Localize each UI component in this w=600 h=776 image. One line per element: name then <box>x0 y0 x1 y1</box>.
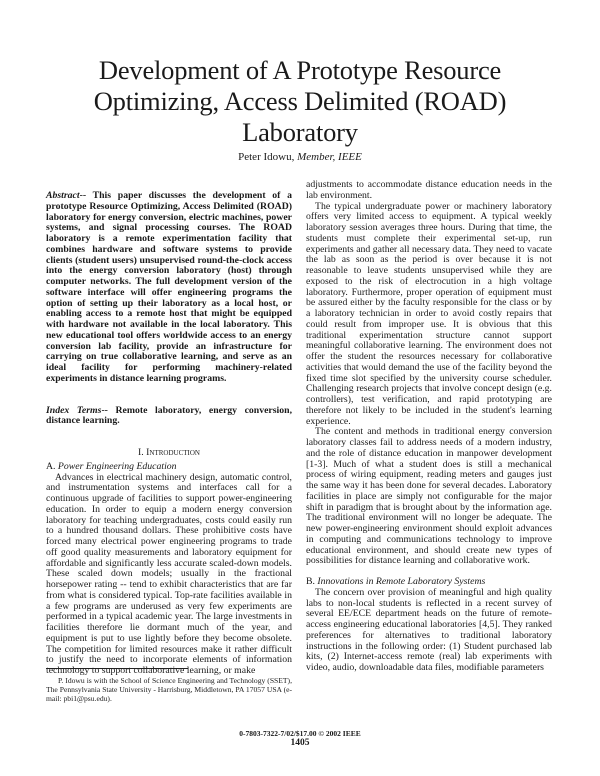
footnote: P. Idowu is with the School of Science Engineering and Technology (SSET), The Pennsylvania State University - Harrisburg, Middletown, PA 17057 USA (e-mail: pbi1@psu.edu). <box>46 676 292 703</box>
section-heading <box>46 448 292 459</box>
paragraph: The typical undergraduate power or machinery laboratory offers very limited access to equipment. A typical weekly laboratory session averages three hours. During that time, the students must complete their experimental set-up, run experiments and gather all necessary data. They need to vacate the lab as soon as the period is over because it is not reasonable to leave students unsupervised while they are exposed to the risk of electrocution in a high voltage laboratory. Furthermore, proper operation of equipment must be assured either by the faculty responsible for the class or by a laboratory technician in order to avoid costly repairs that could result from improper use. It is obvious that this traditional experimentation structure cannot support meaningful collaborative learning. The environment does not offer the student the resources necessary for collaborative activities that would demand the use of the facility beyond the fixed time slot specified by the university course scheduler. Challenging research projects that involve concept design (e.g. controllers), test verification, and rapid prototyping are therefore not likely to be included in the student's learning experience. <box>306 200 552 427</box>
left-column <box>46 191 292 677</box>
index-terms <box>46 406 292 428</box>
section-title: Introduction <box>146 447 200 458</box>
author-name: Peter Idowu, <box>238 151 298 163</box>
paragraph: The content and methods in traditional energy conversion laboratory classes fail to address needs of a modern industry, and the role of distance education in manpower development [1-3]. Much of what a student does is still a mechanical process of wiring equipment, reading meters and gauges just the same way it has been done for several decades. Laboratory facilities in place are simply not configurable for the major shift in paradigm that is brought about by the information age. The traditional environment will no longer be adequate. The new power-engineering environment should exploit advances in computing and communications technology to improve educational environment, and should create new types of possibilities for distance learning and collaborative work. <box>306 426 552 567</box>
page-number: 1405 <box>290 738 310 748</box>
subsection-label: A. <box>46 460 58 472</box>
subsection-heading-a <box>46 462 292 473</box>
index-terms-lead: Index Terms <box>46 404 102 416</box>
paragraph: The concern over provision of meaningful and high quality labs to non-local students is reflected in a recent survey of several EE/ECE department heads on the future of remote-access engineering educational laboratories [4,5]. They ranked preferences for alternatives to traditional laboratory instructions in the following order: (1) Student purchased lab kits, (2) Internet-access remote (real) lab experiments with video, audio, downloadable data files, modifiable parameters <box>306 586 552 673</box>
title-line: Optimizing, Access Delimited (ROAD) <box>93 86 507 116</box>
section-number: I. <box>138 447 147 458</box>
paper-title <box>0 55 600 148</box>
author-affiliation: Member, IEEE <box>297 151 362 163</box>
abstract-lead: Abstract <box>46 190 80 201</box>
abstract <box>46 191 292 385</box>
subsection-label: B. <box>306 576 318 587</box>
subsection-title: Innovations in Remote Laboratory Systems <box>317 576 486 587</box>
right-column <box>306 180 552 674</box>
abstract-body: -- This paper discusses the development of a prototype Resource Optimizing, Access Delimited (ROAD) laboratory for energy conversion, electric machines, power systems, and signal processing courses. The ROAD laboratory is a remote experimentation facility that combines hardware and software systems to provide clients (student users) unsupervised round-the-clock access into the energy conversion laboratory (host) through computer networks. The full development version of the software interface will offer engineering programs the option of setting up their laboratory as a local host, or enabling access to a remote host that might be equipped with hardware not available in the local laboratory. This new educational tool offers worldwide access to an energy conversion lab facility, provide an infrastructure for carrying on true collaborative learning, and serve as an ideal facility for performing machinery-related experiments in distance learning programs. <box>46 190 292 384</box>
paragraph: Advances in electrical machinery design, automatic control, and instrumentation systems and interfaces call for a continuous upgrade of facilities to support power-engineering education. In order to equip a modern energy conversion laboratory for teaching undergraduates, costs could easily run to a hundred thousand dollars. These prohibitive costs have forced many electrical power engineering programs to trade off good quality measurements and laboratory equipment for affordable and significantly less accurate scaled-down models. These scaled down models; usually in the fractional horsepower rating -- tend to exhibit characteristics that are far from what is considered typical. Top-rate facilities available in a few programs are underused as very few experiments are performed in a typical academic year. The large investments in facilities therefore lie dormant much of the year, and equipment is put to use lightly before they become obsolete. The competition for limited resources make it rather difficult to justify the need to incorporate elements of information technology to support collaborative learning, or make <box>46 471 292 676</box>
subsection-title: Power Engineering Education <box>57 460 177 472</box>
footnote-divider <box>46 668 188 669</box>
title-line: Development of A Prototype Resource <box>98 55 502 85</box>
index-terms-body: -- Remote laboratory, energy conversion, distance learning. <box>46 404 293 427</box>
title-line: Laboratory <box>242 117 358 147</box>
paragraph-continued: adjustments to accommodate distance education needs in the lab environment. <box>306 179 552 201</box>
author-line <box>0 151 600 163</box>
copyright-notice: 0-7803-7322-7/02/$17.00 © 2002 IEEE <box>239 729 361 738</box>
